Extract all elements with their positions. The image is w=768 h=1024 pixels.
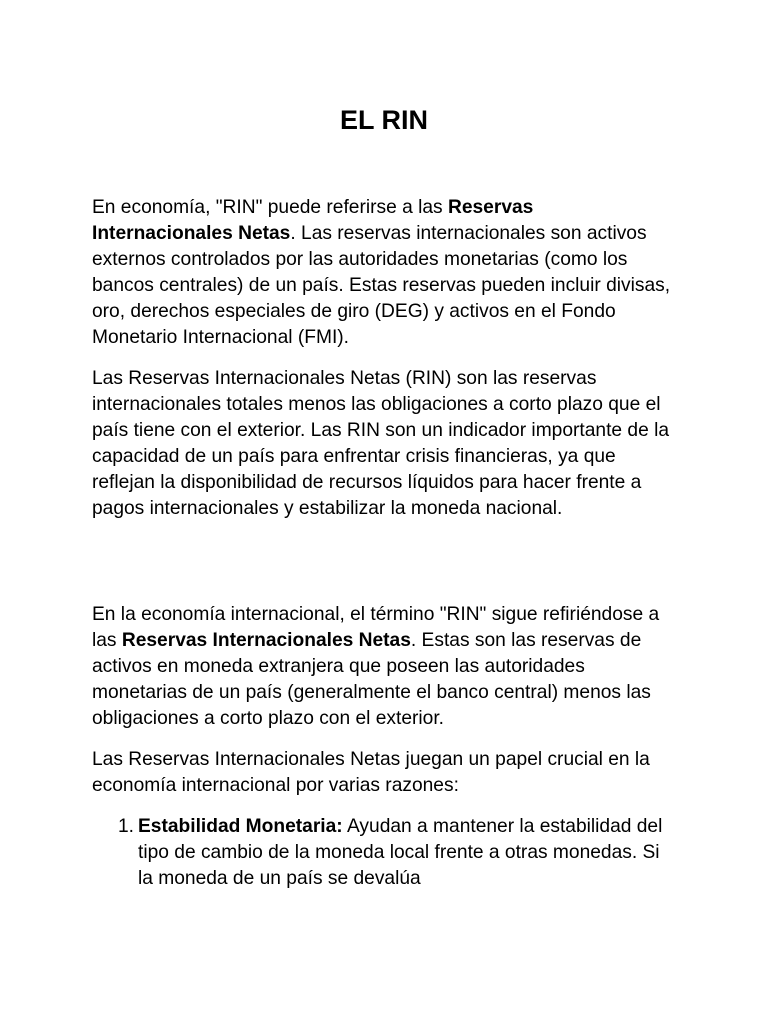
list-item-number: 1. xyxy=(118,816,135,837)
paragraph-international xyxy=(92,602,676,732)
paragraph-text: . Las reservas internacionales son activos externos controlados por las autoridades monetarias (como los bancos centrales) de un país. Estas reservas pueden incluir divisas, oro, derechos especiales de giro (DEG) y activos en el Fondo Monetario Internacional (FMI). xyxy=(92,223,671,348)
paragraph-text: En la economía internacional, el término "RIN" sigue refiriéndose a las xyxy=(92,604,660,651)
bold-term: Reservas Internacionales Netas xyxy=(92,197,534,244)
bold-term: Reservas Internacionales Netas xyxy=(121,630,411,651)
list-item-text: Ayudan a mantener la estabilidad del tipo de cambio de la moneda local frente a otras monedas. Si la moneda de un país se devalúa xyxy=(138,816,663,889)
list-item xyxy=(92,814,676,892)
paragraph-intro xyxy=(92,195,676,351)
paragraph-text: . Estas son las reservas de activos en moneda extranjera que poseen las autoridades monetarias de un país (generalmente el banco central) menos las obligaciones a corto plazo con el exterior. xyxy=(92,630,651,729)
paragraph-text: En economía, "RIN" puede referirse a las xyxy=(92,197,448,218)
reasons-list xyxy=(92,814,676,892)
page-title: EL RIN xyxy=(339,105,428,135)
paragraph-definition: Las Reservas Internacionales Netas (RIN) son las reservas internacionales totales menos las obligaciones a corto plazo que el país tiene con el exterior. Las RIN son un indicador importante de la capacidad de un país para enfrentar crisis financieras, ya que reflejan la disponibilidad de recursos líquidos para hacer frente a pagos internacionales y estabilizar la moneda nacional. xyxy=(92,368,670,519)
paragraph-reasons: Las Reservas Internacionales Netas juegan un papel crucial en la economía internacional por varias razones: xyxy=(92,749,650,796)
list-item-heading: Estabilidad Monetaria: xyxy=(138,816,343,837)
